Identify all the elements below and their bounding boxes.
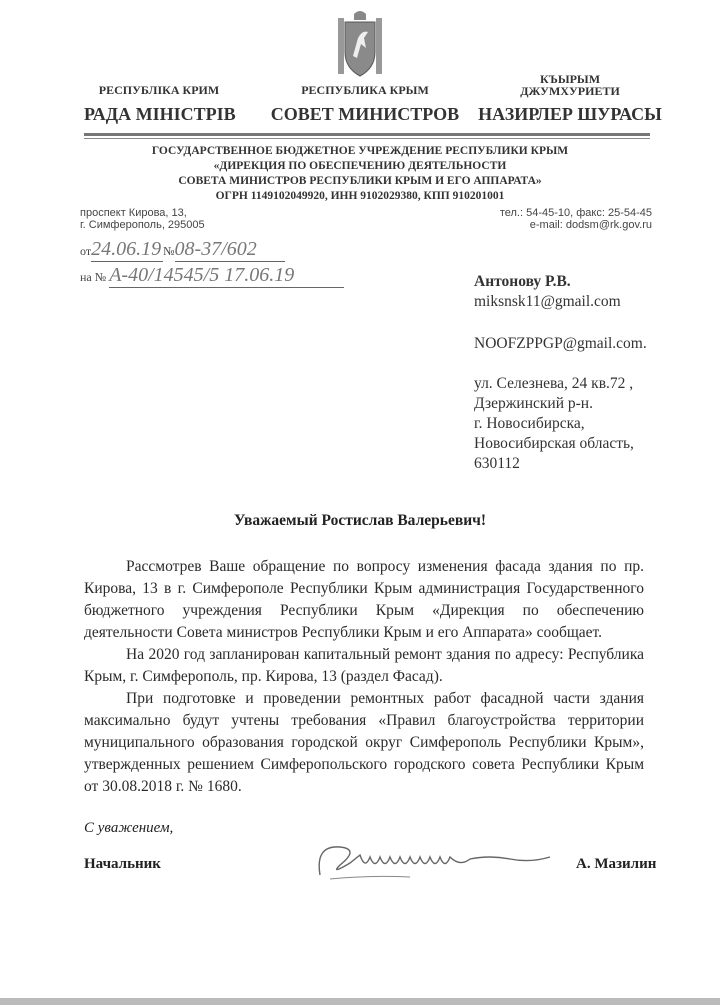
incoming-ref bbox=[80, 264, 344, 288]
reply-number: А-40/14545/5 17.06.19 bbox=[109, 264, 344, 288]
signer-title: Начальник bbox=[84, 856, 161, 872]
recipient-email: miksnsk11@gmail.com bbox=[474, 293, 621, 310]
body-paragraph: Рассмотрев Ваше обращение по вопросу изменения фасада здания по пр. Кирова, 13 в г. Симферополе Республики Крым администрация Государственного бюджетного учреждения Республики Крым «Дирекция по обеспечению деятельности Совета министров Республики Крым и его Аппарата» сообщает. bbox=[84, 558, 644, 641]
header-rule-thin bbox=[84, 138, 650, 139]
org-line: ГОСУДАРСТВЕННОЕ БЮДЖЕТНОЕ УЧРЕЖДЕНИЕ РЕСПУБЛИКИ КРЫМ bbox=[151, 145, 569, 157]
coat-of-arms-emblem bbox=[336, 8, 384, 80]
address-line: Новосибирская область, bbox=[474, 435, 634, 452]
salutation: Уважаемый Ростислав Валерьевич! bbox=[233, 512, 487, 529]
left-header-small: РЕСПУБЛІКА КРИМ bbox=[98, 83, 220, 97]
outgoing-number: 08-37/602 bbox=[175, 238, 285, 262]
right-header-small bbox=[480, 73, 660, 97]
body-paragraph: При подготовке и проведении ремонтных работ фасадной части здания максимально будут учтены требования «Правил благоустройства территории муниципального образования городской округ Симферополь Республики Крым», утвержденных решением Симферопольского городского совета Республики Крым от 30.08.2018 г. № 1680. bbox=[84, 690, 644, 795]
contacts bbox=[440, 207, 652, 231]
closing: С уважением, bbox=[84, 820, 174, 836]
outgoing-ref bbox=[80, 238, 285, 262]
letter-body bbox=[84, 556, 644, 798]
header-rule bbox=[84, 133, 650, 136]
org-line: СОВЕТА МИНИСТРОВ РЕСПУБЛИКИ КРЫМ И ЕГО АППАРАТА» bbox=[178, 175, 542, 187]
recipient-address bbox=[474, 374, 647, 474]
right-header-line1: КЪЫРЫМ bbox=[539, 72, 601, 86]
recipient-email-2: NOOFZPPGP@gmail.com. bbox=[474, 335, 647, 352]
right-header-big: НАЗИРЛЕР ШУРАСЫ bbox=[478, 104, 662, 124]
email: e-mail: dodsm@rk.gov.ru bbox=[529, 219, 652, 231]
from-label: от bbox=[80, 244, 92, 258]
organization-block bbox=[0, 144, 720, 204]
address-line: ул. Селезнева, 24 кв.72 , bbox=[474, 375, 634, 392]
postal-address bbox=[80, 207, 205, 231]
scan-edge bbox=[0, 998, 720, 1005]
address-line: Дзержинский р-н. bbox=[474, 395, 593, 412]
reply-label: на № bbox=[80, 270, 107, 284]
signature bbox=[310, 835, 570, 885]
left-header-big: РАДА МІНІСТРІВ bbox=[84, 104, 236, 124]
signer-name: А. Мазилин bbox=[576, 856, 657, 872]
address-street: проспект Кирова, 13, bbox=[80, 207, 187, 219]
from-date: 24.06.19 bbox=[91, 238, 162, 260]
center-header-big: СОВЕТ МИНИСТРОВ bbox=[270, 104, 460, 124]
recipient-block bbox=[474, 272, 647, 474]
center-header-small: РЕСПУБЛИКА КРЫМ bbox=[301, 83, 429, 97]
org-line: «ДИРЕКЦИЯ ПО ОБЕСПЕЧЕНИЮ ДЕЯТЕЛЬНОСТИ bbox=[213, 160, 507, 172]
address-line: г. Новосибирска, bbox=[474, 415, 585, 432]
right-header-line2: ДЖУМХУРИЕТИ bbox=[520, 84, 620, 98]
body-paragraph: На 2020 год запланирован капитальный ремонт здания по адресу: Республика Крым, г. Симферополь, пр. Кирова, 13 (раздел Фасад). bbox=[84, 646, 644, 685]
phone: тел.: 54-45-10, факс: 25-54-45 bbox=[499, 207, 652, 219]
number-label: № bbox=[163, 244, 175, 258]
address-city: г. Симферополь, 295005 bbox=[80, 219, 205, 231]
recipient-name: Антонову Р.В. bbox=[474, 273, 571, 290]
address-line: 630112 bbox=[474, 455, 520, 472]
org-ids: ОГРН 1149102049920, ИНН 9102029380, КПП 910201001 bbox=[215, 190, 505, 202]
